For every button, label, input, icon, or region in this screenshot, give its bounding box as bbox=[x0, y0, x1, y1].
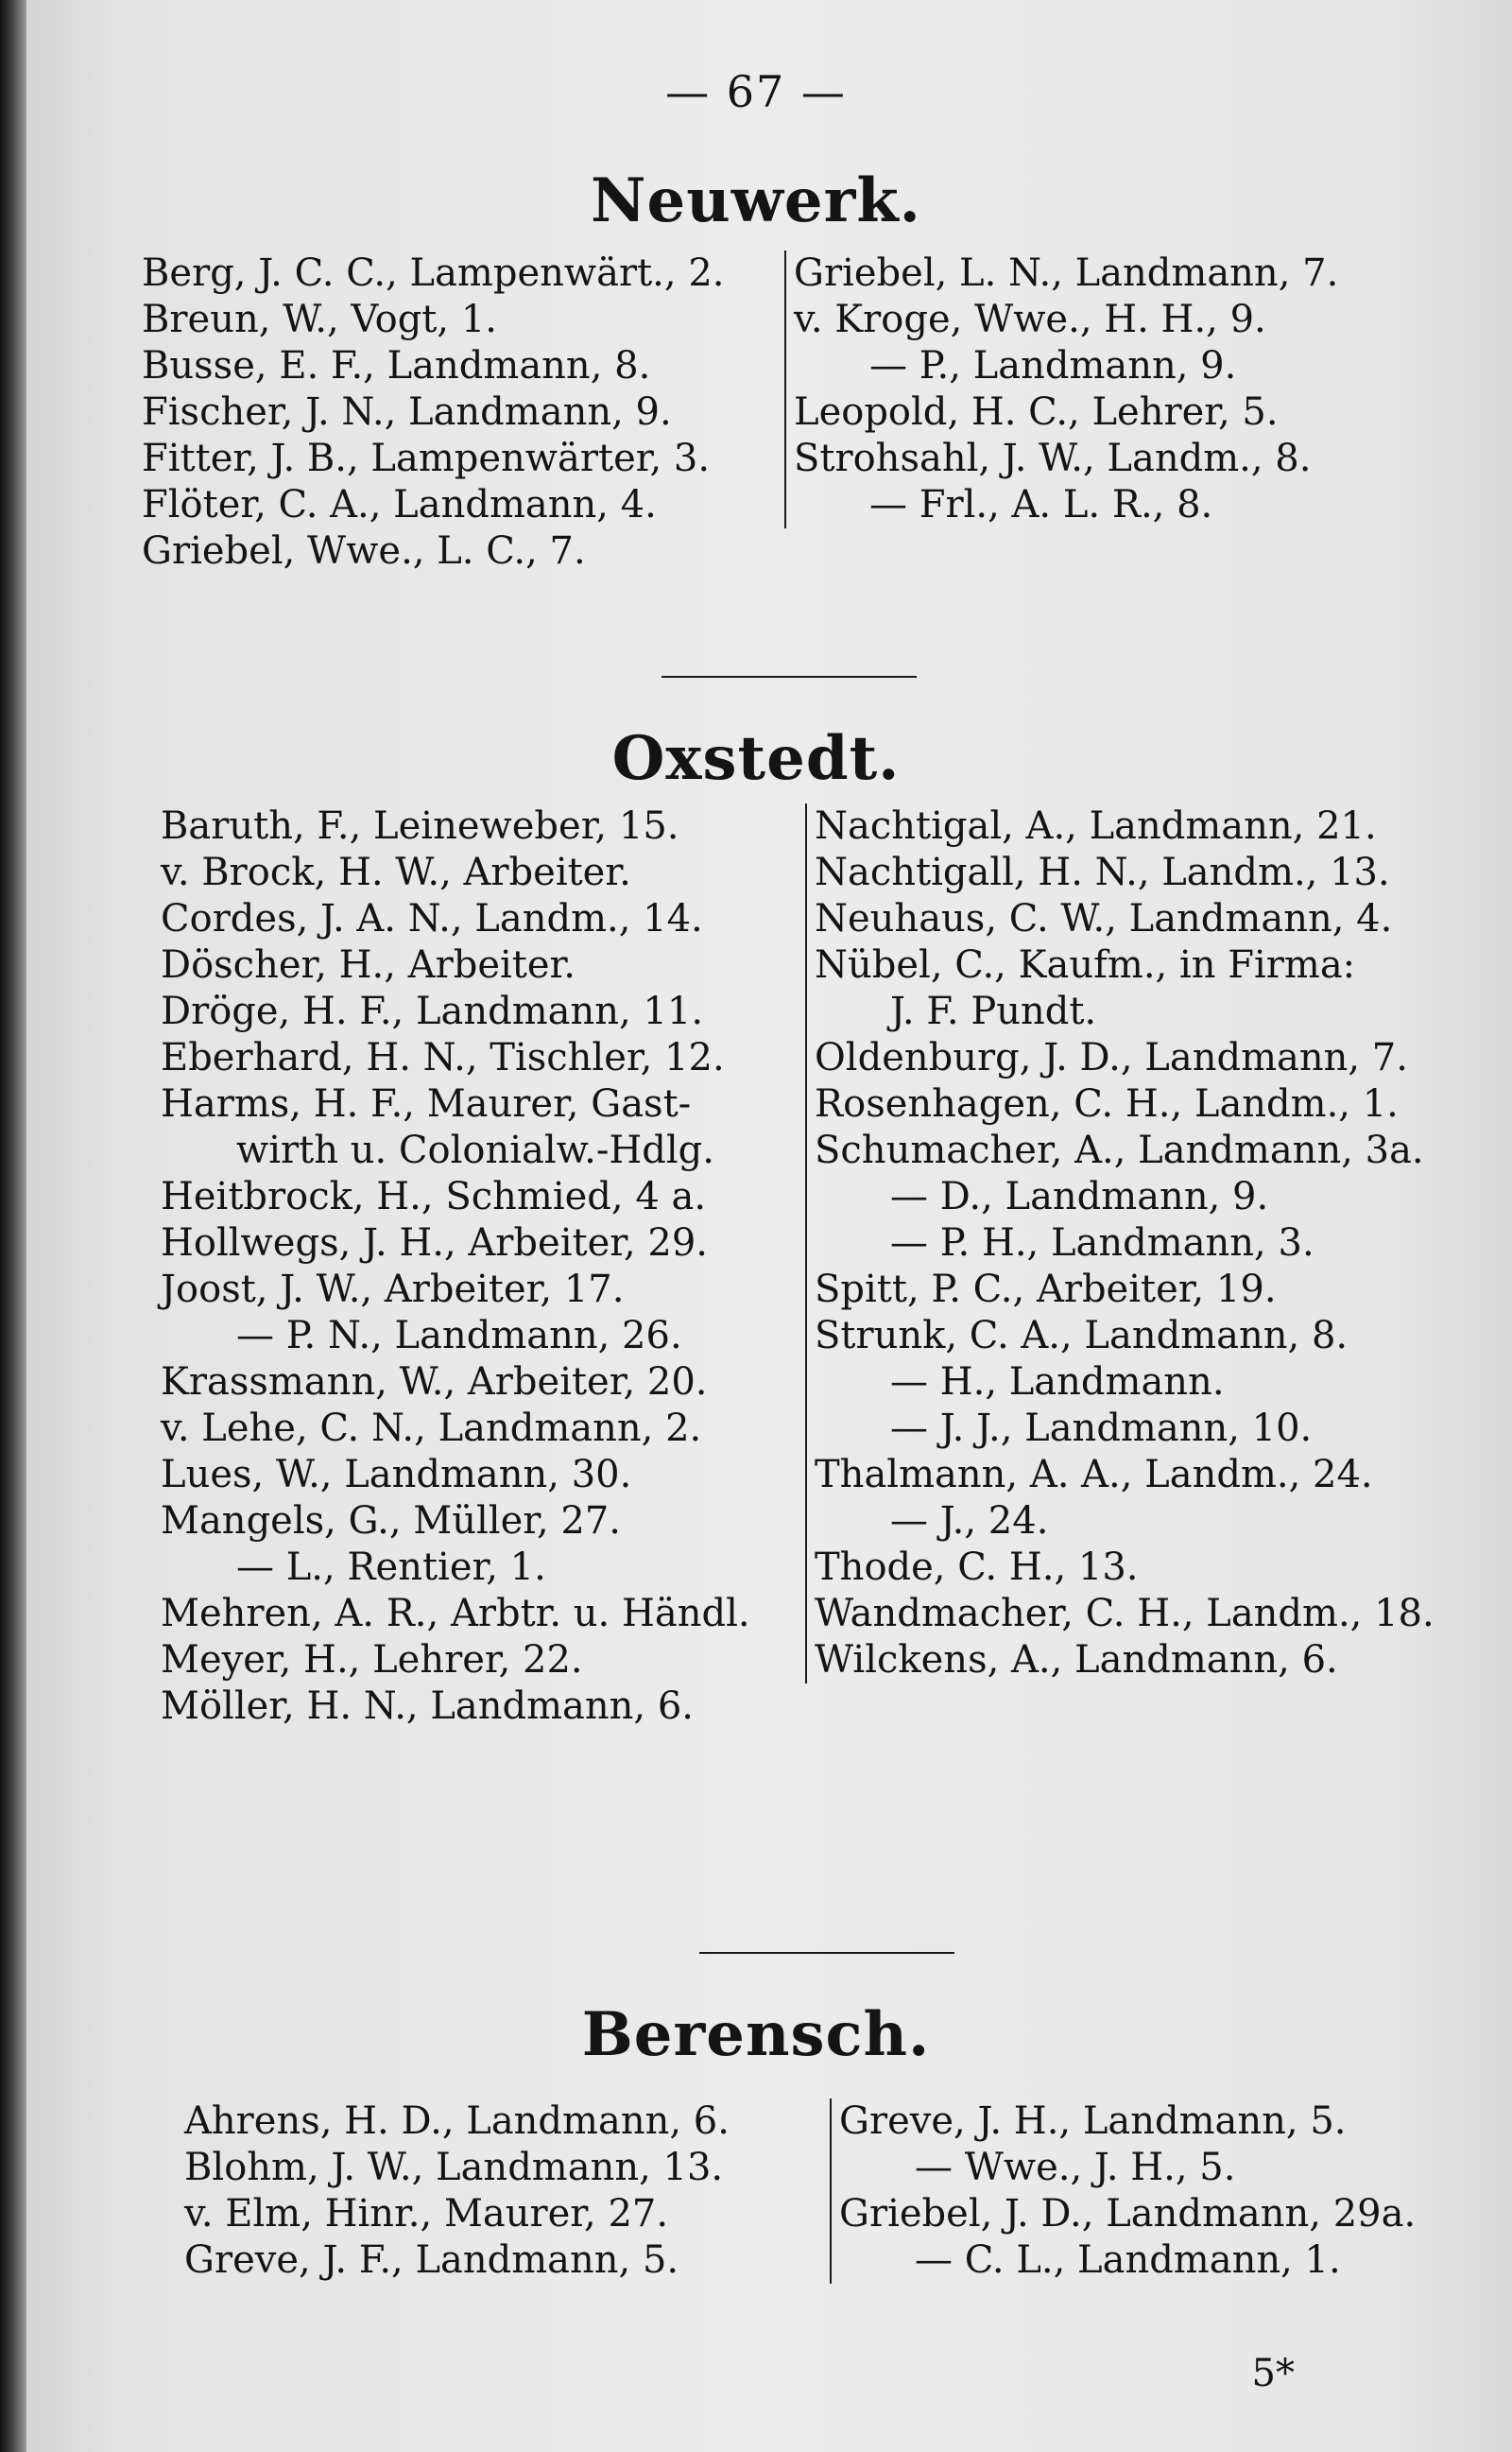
list-item: Lues, W., Landmann, 30. bbox=[161, 1453, 632, 1496]
list-item: Meyer, H., Lehrer, 22. bbox=[161, 1638, 583, 1682]
list-item: v. Lehe, C. N., Landmann, 2. bbox=[161, 1407, 702, 1450]
list-item: Möller, H. N., Landmann, 6. bbox=[161, 1684, 695, 1728]
signature-mark: 5* bbox=[1251, 2352, 1295, 2395]
list-item: Krassmann, W., Arbeiter, 20. bbox=[161, 1360, 708, 1404]
list-item: Berg, J. C. C., Lampenwärt., 2. bbox=[142, 251, 725, 295]
list-item: v. Kroge, Wwe., H. H., 9. bbox=[794, 298, 1266, 341]
list-item: Ahrens, H. D., Landmann, 6. bbox=[184, 2099, 730, 2143]
list-item: J. F. Pundt. bbox=[890, 990, 1097, 1033]
oxstedt-right-column bbox=[805, 803, 1435, 1684]
list-item: wirth u. Colonialw.-Hdlg. bbox=[236, 1129, 714, 1172]
list-item: Eberhard, H. N., Tischler, 12. bbox=[161, 1036, 725, 1079]
list-item: Griebel, L. N., Landmann, 7. bbox=[794, 251, 1339, 295]
section-heading-berensch: Berensch. bbox=[581, 1999, 931, 2070]
list-item: Greve, J. H., Landmann, 5. bbox=[839, 2099, 1347, 2143]
list-item: Fitter, J. B., Lampenwärter, 3. bbox=[142, 437, 711, 480]
book-spine-shadow bbox=[0, 0, 26, 2452]
list-item: Harms, H. F., Maurer, Gast- bbox=[161, 1082, 692, 1126]
list-item: — P. N., Landmann, 26. bbox=[236, 1314, 682, 1357]
list-item: Thode, C. H., 13. bbox=[815, 1545, 1139, 1589]
list-item: Breun, W., Vogt, 1. bbox=[142, 298, 497, 341]
list-item: Strohsahl, J. W., Landm., 8. bbox=[794, 437, 1312, 480]
list-item: Nachtigall, H. N., Landm., 13. bbox=[815, 851, 1390, 894]
list-item: — D., Landmann, 9. bbox=[890, 1175, 1269, 1218]
list-item: — J. J., Landmann, 10. bbox=[890, 1407, 1313, 1450]
list-item: Fischer, J. N., Landmann, 9. bbox=[142, 390, 672, 434]
list-item: Joost, J. W., Arbeiter, 17. bbox=[161, 1268, 625, 1311]
list-item: Nübel, C., Kaufm., in Firma: bbox=[815, 943, 1356, 987]
list-item: Strunk, C. A., Landmann, 8. bbox=[815, 1314, 1349, 1357]
section-heading-neuwerk: Neuwerk. bbox=[591, 165, 921, 236]
list-item: Flöter, C. A., Landmann, 4. bbox=[142, 483, 657, 527]
section-divider bbox=[699, 1952, 954, 1954]
list-item: Rosenhagen, C. H., Landm., 1. bbox=[815, 1082, 1399, 1126]
list-item: Blohm, J. W., Landmann, 13. bbox=[184, 2146, 724, 2189]
list-item: Mehren, A. R., Arbtr. u. Händl. bbox=[161, 1592, 750, 1635]
list-item: Wilckens, A., Landmann, 6. bbox=[815, 1638, 1338, 1682]
list-item: Heitbrock, H., Schmied, 4 a. bbox=[161, 1175, 707, 1218]
list-item: Thalmann, A. A., Landm., 24. bbox=[815, 1453, 1373, 1496]
list-item: — J., 24. bbox=[890, 1499, 1049, 1543]
list-item: Neuhaus, C. W., Landmann, 4. bbox=[815, 897, 1393, 941]
berensch-left-column bbox=[184, 2098, 730, 2284]
neuwerk-left-column bbox=[142, 250, 724, 575]
list-item: Wandmacher, C. H., Landm., 18. bbox=[815, 1592, 1435, 1635]
list-item: — Wwe., J. H., 5. bbox=[915, 2146, 1236, 2189]
page-number: — 67 — bbox=[665, 66, 847, 117]
list-item: Busse, E. F., Landmann, 8. bbox=[142, 344, 651, 388]
list-item: Baruth, F., Leineweber, 15. bbox=[161, 804, 679, 848]
list-item: — H., Landmann. bbox=[890, 1360, 1225, 1404]
list-item: v. Elm, Hinr., Maurer, 27. bbox=[184, 2192, 669, 2236]
section-divider bbox=[662, 676, 917, 678]
list-item: Spitt, P. C., Arbeiter, 19. bbox=[815, 1268, 1277, 1311]
list-item: v. Brock, H. W., Arbeiter. bbox=[161, 851, 631, 894]
list-item: Döscher, H., Arbeiter. bbox=[161, 943, 576, 987]
list-item: Hollwegs, J. H., Arbeiter, 29. bbox=[161, 1221, 709, 1265]
section-heading-oxstedt: Oxstedt. bbox=[611, 723, 901, 794]
list-item: — C. L., Landmann, 1. bbox=[915, 2238, 1341, 2282]
list-item: — P., Landmann, 9. bbox=[869, 344, 1237, 388]
list-item: Mangels, G., Müller, 27. bbox=[161, 1499, 622, 1543]
list-item: Schumacher, A., Landmann, 3a. bbox=[815, 1129, 1424, 1172]
berensch-right-column bbox=[830, 2098, 1416, 2284]
oxstedt-left-column bbox=[161, 803, 750, 1730]
list-item: — Frl., A. L. R., 8. bbox=[869, 483, 1213, 527]
list-item: Griebel, J. D., Landmann, 29a. bbox=[839, 2192, 1417, 2236]
list-item: Leopold, H. C., Lehrer, 5. bbox=[794, 390, 1279, 434]
list-item: Greve, J. F., Landmann, 5. bbox=[184, 2238, 679, 2282]
list-item: — L., Rentier, 1. bbox=[236, 1545, 546, 1589]
list-item: — P. H., Landmann, 3. bbox=[890, 1221, 1314, 1265]
neuwerk-right-column bbox=[784, 250, 1338, 528]
list-item: Nachtigal, A., Landmann, 21. bbox=[815, 804, 1377, 848]
list-item: Oldenburg, J. D., Landmann, 7. bbox=[815, 1036, 1408, 1079]
list-item: Cordes, J. A. N., Landm., 14. bbox=[161, 897, 703, 941]
list-item: Griebel, Wwe., L. C., 7. bbox=[142, 529, 586, 573]
list-item: Dröge, H. F., Landmann, 11. bbox=[161, 990, 704, 1033]
